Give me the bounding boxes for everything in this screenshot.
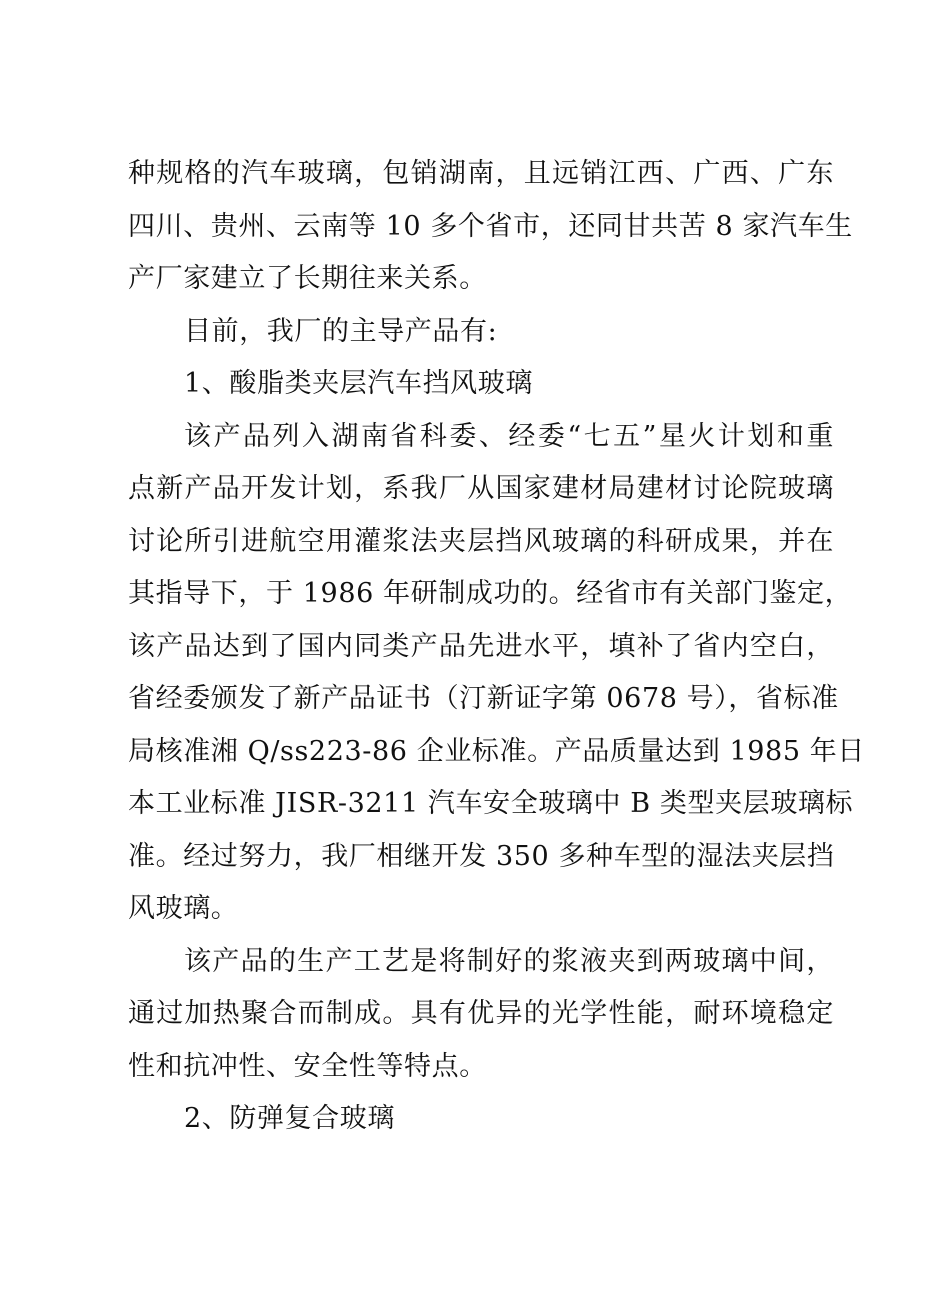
paragraph-p1 [128, 148, 853, 306]
text-line: 准。经过努力，我厂相继开发 350 多种车型的湿法夹层挡 [128, 840, 835, 872]
text-line: 通过加热聚合而制成。具有优异的光学性能，耐环境稳定 [128, 998, 834, 1029]
text-line: 产厂家建立了长期往来关系。 [128, 263, 487, 294]
text-line: 本工业标准 JISR-3211 汽车安全玻璃中 B 类型夹层玻璃标 [128, 788, 854, 819]
text-line: 局核准湘 Q/ss223-86 企业标准。产品质量达到 1985 年日 [128, 735, 865, 767]
text-line: 目前，我厂的主导产品有: [184, 315, 498, 347]
paragraph-p5 [128, 936, 834, 1094]
text-line: 讨论所引进航空用灌浆法夹层挡风玻璃的科研成果，并在 [128, 525, 834, 557]
text-line: 该产品的生产工艺是将制好的浆液夹到两玻璃中间， [184, 945, 834, 977]
text-line: 点新产品开发计划，系我厂从国家建材局建材讨论院玻璃 [128, 473, 834, 504]
text-line: 1、酸脂类夹层汽车挡风玻璃 [184, 368, 533, 399]
paragraph-p4 [128, 411, 865, 936]
text-line: 2、防弹复合玻璃 [184, 1103, 395, 1134]
text-line: 风玻璃。 [128, 893, 239, 924]
paragraph-p6 [128, 1093, 834, 1146]
paragraph-p2 [128, 306, 834, 359]
text-line: 其指导下，于 1986 年研制成功的。经省市有关部门鉴定， [128, 578, 853, 609]
body-text [128, 148, 865, 1146]
paragraph-p3 [128, 358, 834, 411]
text-line: 该产品达到了国内同类产品先进水平，填补了省内空白， [128, 630, 834, 662]
text-line: 性和抗冲性、安全性等特点。 [128, 1050, 487, 1082]
text-line: 四川、贵州、云南等 10 多个省市，还同甘共苦 8 家汽车生 [128, 210, 853, 242]
text-line: 种规格的汽车玻璃，包销湖南，且远销江西、广西、广东 [128, 158, 834, 189]
text-line: 该产品列入湖南省科委、经委“七五”星火计划和重 [184, 420, 834, 452]
text-line: 省经委颁发了新产品证书（汀新证字第 0678 号），省标准 [128, 683, 839, 714]
